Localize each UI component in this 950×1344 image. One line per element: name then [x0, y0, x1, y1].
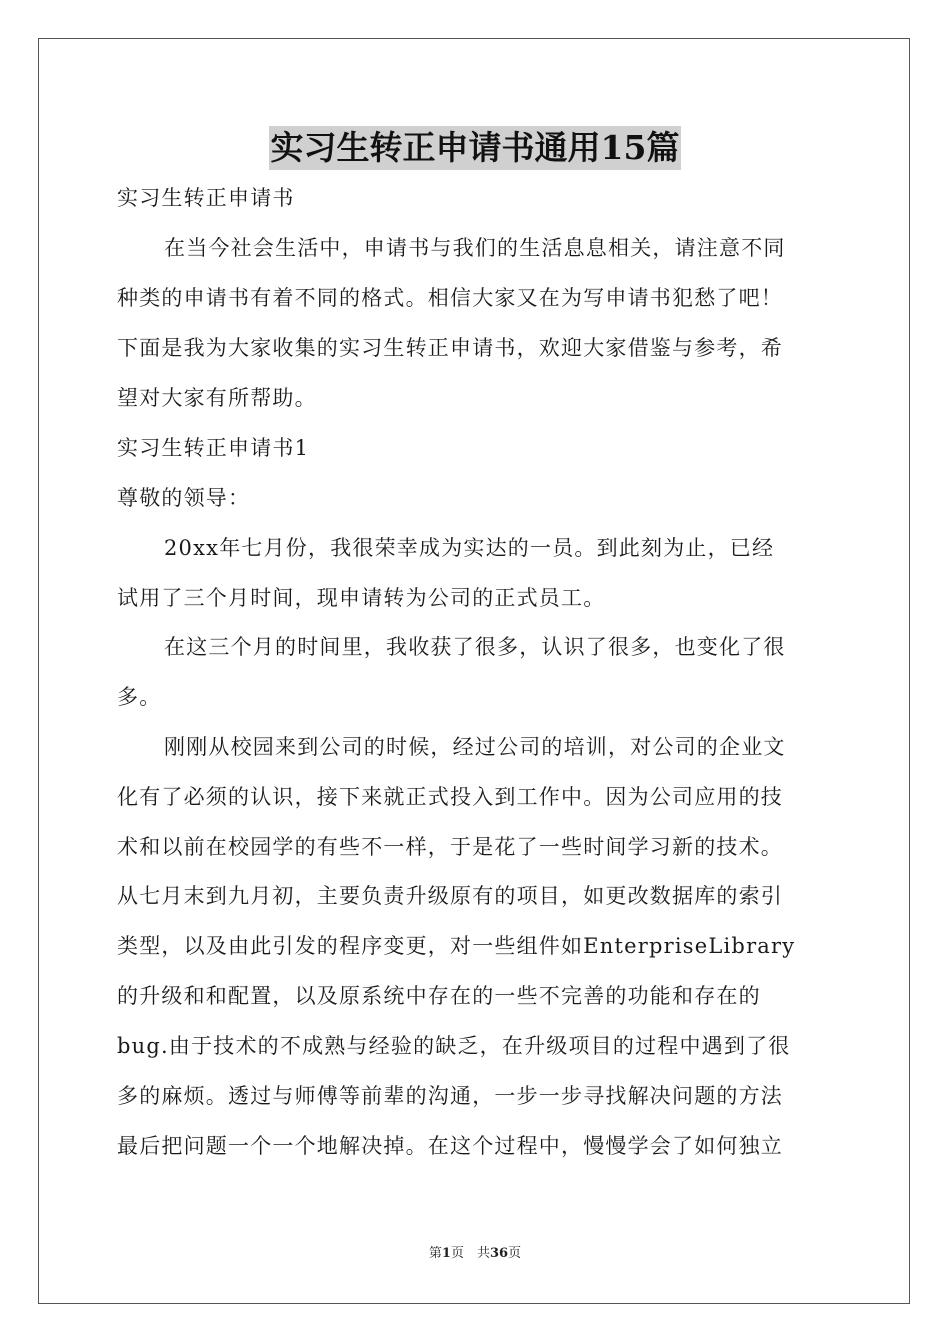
salutation: 尊敬的领导：	[117, 486, 251, 510]
title-container	[0, 126, 950, 170]
section-heading: 实习生转正申请书1	[117, 436, 310, 460]
footer-total-pages: 36	[489, 1246, 509, 1261]
paragraph-line: 在这三个月的时间里，我收获了很多，认识了很多，也变化了很	[164, 635, 786, 659]
paragraph-line: 从七月末到九月初，主要负责升级原有的项目，如更改数据库的索引	[117, 884, 783, 908]
paragraph-line: 多。	[117, 685, 162, 709]
paragraph-line: 望对大家有所帮助。	[117, 386, 317, 410]
footer-page-number: 1	[441, 1246, 451, 1261]
paragraph-line: 下面是我为大家收集的实习生转正申请书，欢迎大家借鉴与参考，希	[117, 336, 783, 360]
paragraph-line: 的升级和和配置，以及原系统中存在的一些不完善的功能和存在的	[117, 984, 761, 1008]
paragraph-line: 多的麻烦。透过与师傅等前辈的沟通，一步一步寻找解决问题的方法	[117, 1084, 783, 1108]
page-footer	[0, 1245, 950, 1263]
paragraph-line: 类型，以及由此引发的程序变更，对一些组件如EnterpriseLibrary	[117, 934, 796, 958]
footer-page-prefix: 第	[428, 1246, 442, 1261]
paragraph-line: 试用了三个月时间，现申请转为公司的正式员工。	[117, 586, 606, 610]
paragraph-line: 在当今社会生活中，申请书与我们的生活息息相关，请注意不同	[164, 236, 786, 260]
page-border	[38, 38, 910, 1304]
paragraph-line: 刚刚从校园来到公司的时候，经过公司的培训，对公司的企业文	[164, 735, 786, 759]
paragraph-line: 种类的申请书有着不同的格式。相信大家又在为写申请书犯愁了吧！	[117, 286, 783, 310]
footer-page-suffix: 页	[508, 1246, 522, 1261]
document-title: 实习生转正申请书通用15篇	[269, 126, 682, 170]
section-heading: 实习生转正申请书	[117, 186, 295, 210]
paragraph-line: 最后把问题一个一个地解决掉。在这个过程中，慢慢学会了如何独立	[117, 1134, 783, 1158]
paragraph-line: bug.由于技术的不成熟与经验的缺乏，在升级项目的过程中遇到了很	[117, 1034, 791, 1058]
footer-page-mid: 页 共	[450, 1246, 490, 1261]
paragraph-line: 化有了必须的认识，接下来就正式投入到工作中。因为公司应用的技	[117, 785, 783, 809]
paragraph-line: 20xx年七月份，我很荣幸成为实达的一员。到此刻为止，已经	[164, 536, 775, 560]
paragraph-line: 术和以前在校园学的有些不一样，于是花了一些时间学习新的技术。	[117, 835, 783, 859]
